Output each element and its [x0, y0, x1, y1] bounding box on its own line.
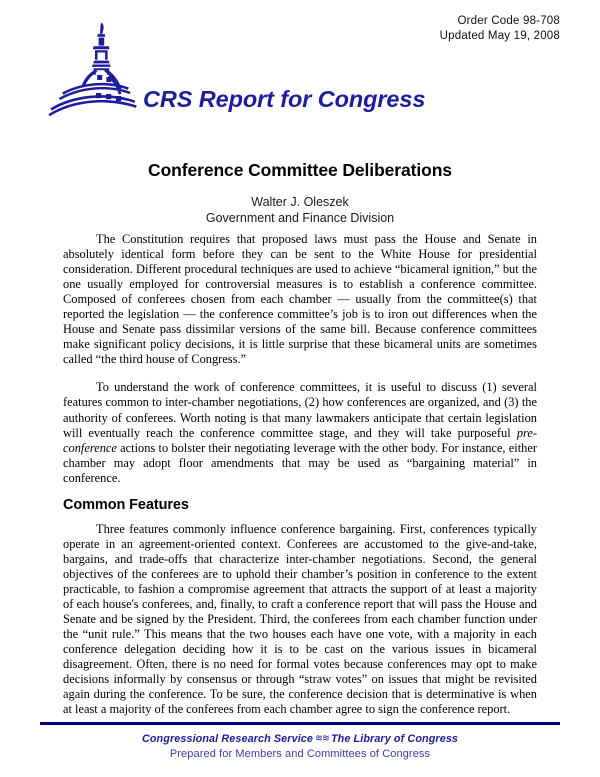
paragraph-1: The Constitution requires that proposed laws must pass the House and Senate in absolutely identical form before they can be sent to the White House for presidential consideration. Different procedural techniques are used to achieve “bicameral ignition,” but the one usually employed for controversial measures is to establish a conference committee. Composed of conferees chosen from each chamber — usually from the committee(s) that reported the legislation — the conference committee’s job is to iron out differences when the House and Senate pass dissimilar versions of the same bill. Because conference committees make significant policy decisions, it is little surprise that these bicameral units are sometimes called “the third house of Congress.” — [63, 232, 537, 367]
page-title: Conference Committee Deliberations — [148, 160, 452, 180]
pre-conference-emphasis: pre-conference — [63, 425, 537, 455]
paragraph-3: Three features commonly influence conference bargaining. First, conferences typically operate in an agreement-oriented context. Conferees are accustomed to the give-and-take, bargains, and trade-offs that characterize inter-chamber negotiations. Second, the general objectives of the conferees are to uphold their chamber’s position in conference to the extent practicable, to fashion a compromise agreement that attracts the support of at least a majority of each house's conferees, and, finally, to craft a conference report that will pass the House and Senate and be signed by the President. Third, the conferees from each chamber function under the “unit rule.” This means that the two houses each have one vote, with a majority in each conference delegation deciding how it is to be cast on the various issues in bicameral disagreement. Often, there is no need for formal votes because conferences may opt to make decisions informally by consensus or through “straw votes” on issues that might be revisited again during the conference. To be sure, the conference decision that is determinative is when at least a majority of the conferees from each chamber agree to sign the conference report. — [63, 521, 537, 717]
footer-library-name: The Library of Congress — [330, 733, 459, 745]
capitol-dome-icon — [44, 22, 148, 118]
paragraph-2-text-b: actions to bolster their negotiating leverage with the other body. For instance, either chamber may adopt floor amendments that may be used as “bargaining material” in conference. — [63, 440, 537, 485]
crs-report-banner: CRS Report for Congress — [143, 86, 426, 112]
paragraph-2-text-a: To understand the work of conference committees, it is useful to discuss (1) several features common to inter-chamber negotiations, (2) how conferences are organized, and (3) the authority of conferees. Worth noting is that many lawmakers anticipate that certain legislation will eventually reach the conference committee stage, and they will take purposeful — [63, 380, 537, 440]
page-footer — [0, 733, 600, 760]
paragraph-2 — [63, 380, 537, 485]
author-division: Government and Finance Division — [205, 211, 395, 225]
wave-ornament-icon: ≋≋ — [315, 733, 329, 744]
capitol-dome-logo — [44, 22, 148, 118]
document-body — [63, 232, 537, 730]
footer-agency-name: Congressional Research Service — [141, 733, 314, 745]
section-heading-common-features: Common Features — [63, 496, 189, 513]
footer-agency-line — [0, 733, 600, 745]
order-code-text: Order Code 98-708 — [457, 15, 560, 27]
footer-divider — [40, 722, 560, 725]
order-code-block — [440, 14, 560, 43]
author-name: Walter J. Oleszek — [251, 195, 349, 209]
author-block — [0, 194, 600, 226]
footer-prepared-for: Prepared for Members and Committees of Congress — [169, 748, 431, 760]
updated-date-text: Updated May 19, 2008 — [439, 29, 560, 42]
